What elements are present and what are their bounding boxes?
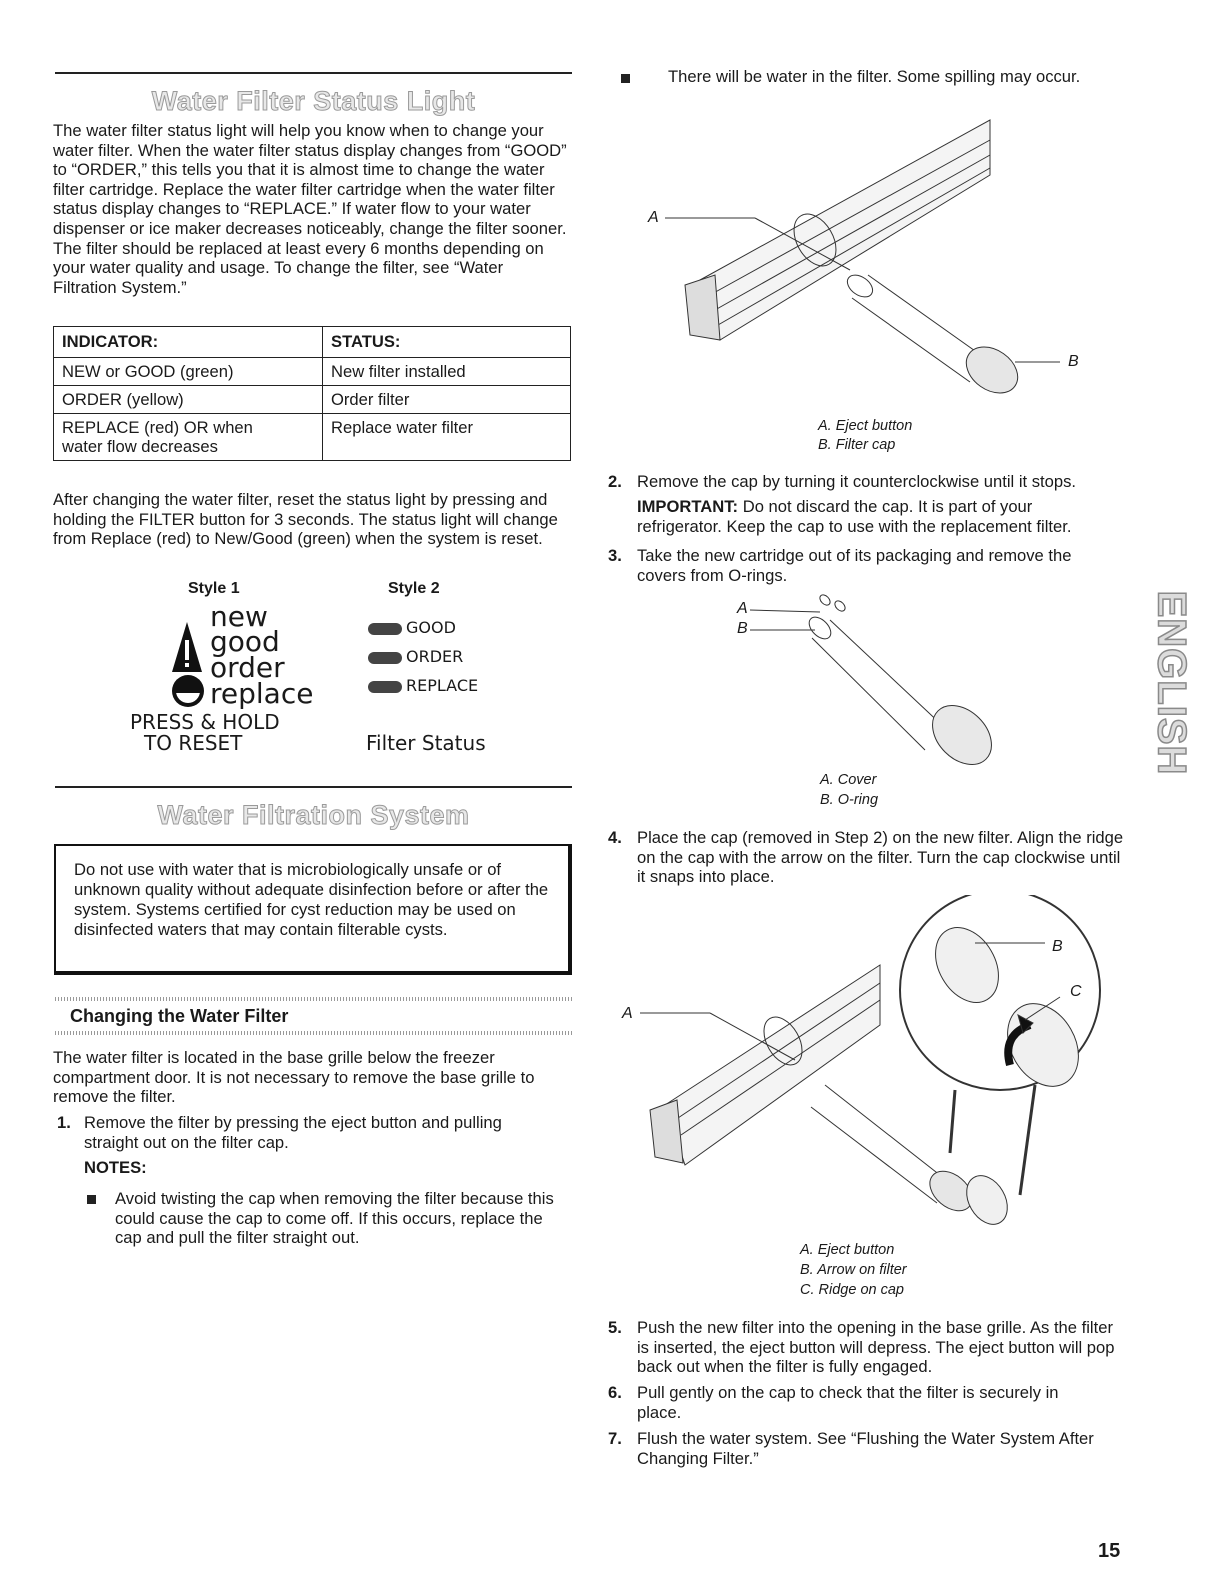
bullet-icon [87, 1195, 96, 1204]
language-side-tab [1149, 578, 1194, 788]
table-cell: New filter installed [323, 358, 571, 386]
fig1-caption-b: B. Filter cap [818, 437, 896, 453]
indicator-table [53, 326, 571, 461]
style1-word-replace: replace [210, 677, 314, 710]
step-number: 2. [608, 472, 622, 491]
section-title-filtration: Water Filtration System [157, 800, 470, 830]
warning-text: Do not use with water that is microbiologically unsafe or of unknown quality without adequate disinfection before or after the system. Systems certified for cyst reduction may be used on disinfected waters that may contain filterable cysts. [74, 860, 549, 939]
fig2-label-a: A [737, 600, 748, 617]
table-cell: Replace water filter [323, 414, 571, 461]
note1-text: Avoid twisting the cap when removing the filter because this could cause the cap to come off. If this occurs, replace the cap and pull the filter straight out. [115, 1189, 554, 1248]
table-cell: Order filter [323, 386, 571, 414]
style1-word-good: good [210, 625, 280, 658]
after-change-paragraph: After changing the water filter, reset the status light by pressing and holding the FILTER button for 3 seconds. The status light will change from Replace (red) to New/Good (green) when the system is reset. [53, 490, 558, 549]
table-cell: NEW or GOOD (green) [54, 358, 323, 386]
press-hold-label: PRESS & HOLD [130, 710, 280, 734]
top-rule-left [55, 72, 572, 74]
table-header-row [54, 327, 571, 358]
fig3-label-b: B [1052, 938, 1063, 955]
style2-item-replace [368, 676, 478, 695]
fig2-label-b: B [737, 620, 748, 637]
table-cell: ORDER (yellow) [54, 386, 323, 414]
page-number: 15 [1098, 1540, 1121, 1562]
step2-text: Remove the cap by turning it counterclockwise until it stops. [637, 472, 1077, 491]
fig1-label-b: B [1068, 353, 1079, 370]
note2-text: There will be water in the filter. Some spilling may occur. [668, 67, 1081, 86]
status-indicator-icon [368, 652, 402, 664]
warning-triangle-icon [170, 620, 204, 674]
style2-item-order [368, 647, 463, 666]
fig3-label-a: A [622, 1005, 633, 1022]
table-row [54, 414, 571, 461]
to-reset-label: TO RESET [144, 731, 243, 755]
step4-text: Place the cap (removed in Step 2) on the new filter. Align the ridge on the cap with the arrow on the filter. Turn the cap clockwise until it snaps into place. [637, 828, 1124, 887]
bullet-icon [621, 74, 630, 83]
step6-text: Pull gently on the cap to check that the filter is securely in place. [637, 1383, 1059, 1422]
style1-word-order: order [210, 651, 285, 684]
step-number: 6. [608, 1383, 622, 1402]
table-header-status: STATUS: [323, 327, 571, 358]
step1-text: Remove the filter by pressing the eject button and pulling straight out on the filter cap. [84, 1113, 502, 1152]
filter-status-label: Filter Status [366, 731, 486, 755]
step5-text: Push the new filter into the opening in the base grille. As the filter is inserted, the eject button will depress. The eject button will pop back out when the filter is fully engaged. [637, 1318, 1115, 1377]
status-indicator-icon [368, 681, 402, 693]
fig3-label-c: C [1070, 983, 1082, 1000]
style1-label: Style 1 [188, 580, 240, 597]
reset-button-icon [170, 673, 206, 709]
style2-item-label: ORDER [406, 647, 464, 666]
new-cartridge-illustration [730, 590, 1030, 765]
step7-text: Flush the water system. See “Flushing the Water System After Changing Filter.” [637, 1429, 1094, 1468]
style2-item-good [368, 618, 456, 637]
table-row [54, 358, 571, 386]
step-number: 5. [608, 1318, 622, 1337]
section-title-status-light: Water Filter Status Light [151, 86, 476, 116]
changing-filter-heading: Changing the Water Filter [70, 1006, 289, 1026]
step-number: 4. [608, 828, 622, 847]
fig1-caption-a: A. Eject button [818, 418, 913, 434]
style2-item-label: REPLACE [406, 676, 479, 695]
style2-label: Style 2 [388, 580, 440, 597]
fig2-caption-b: B. O-ring [820, 792, 879, 808]
important-text [637, 497, 1117, 536]
table-cell: REPLACE (red) OR when water flow decreases [54, 414, 323, 461]
table-header-indicator: INDICATOR: [54, 327, 323, 358]
fig2-caption-a: A. Cover [820, 772, 877, 788]
step-number: 3. [608, 546, 622, 565]
step-number: 1. [57, 1113, 71, 1132]
filtration-rule [55, 786, 572, 788]
important-body: Do not discard the cap. It is part of your refrigerator. Keep the cap to use with the replacement filter. [637, 497, 1072, 536]
status-indicator-icon [368, 623, 402, 635]
warning-box [54, 844, 572, 975]
important-label: IMPORTANT: [637, 497, 739, 516]
fig3-caption-a: A. Eject button [800, 1242, 895, 1258]
notes-label: NOTES: [84, 1158, 147, 1177]
fig3-caption-c: C. Ridge on cap [800, 1282, 904, 1298]
eject-filter-illustration [640, 100, 1100, 405]
fig3-caption-b: B. Arrow on filter [800, 1262, 907, 1278]
status-light-paragraph: The water filter status light will help you know when to change your water filter. When the water filter status display changes from “GOOD” to “ORDER,” this tells you that it is almost time to change the water filter cartridge. Replace the water filter cartridge when the water filter status display changes to “REPLACE.” If water flow to your water dispenser or ice maker decreases noticeably, change the filter sooner. The filter should be replaced at least every 6 months depending on your water quality and usage. To change the filter, see “Water Filtration System.” [53, 121, 567, 297]
step-number: 7. [608, 1429, 622, 1448]
cap-install-illustration [615, 895, 1105, 1240]
hatch-divider-top [55, 997, 572, 1001]
language-side-tab-label: ENGLISH [1149, 590, 1194, 776]
style2-item-label: GOOD [406, 618, 456, 637]
step3-text: Take the new cartridge out of its packaging and remove the covers from O-rings. [637, 546, 1072, 585]
changing-intro: The water filter is located in the base grille below the freezer compartment door. It is not necessary to remove the base grille to remove the filter. [53, 1048, 535, 1107]
hatch-divider-bottom [55, 1031, 572, 1035]
style1-word-new: new [210, 600, 268, 633]
fig1-label-a: A [648, 209, 659, 226]
table-row [54, 386, 571, 414]
